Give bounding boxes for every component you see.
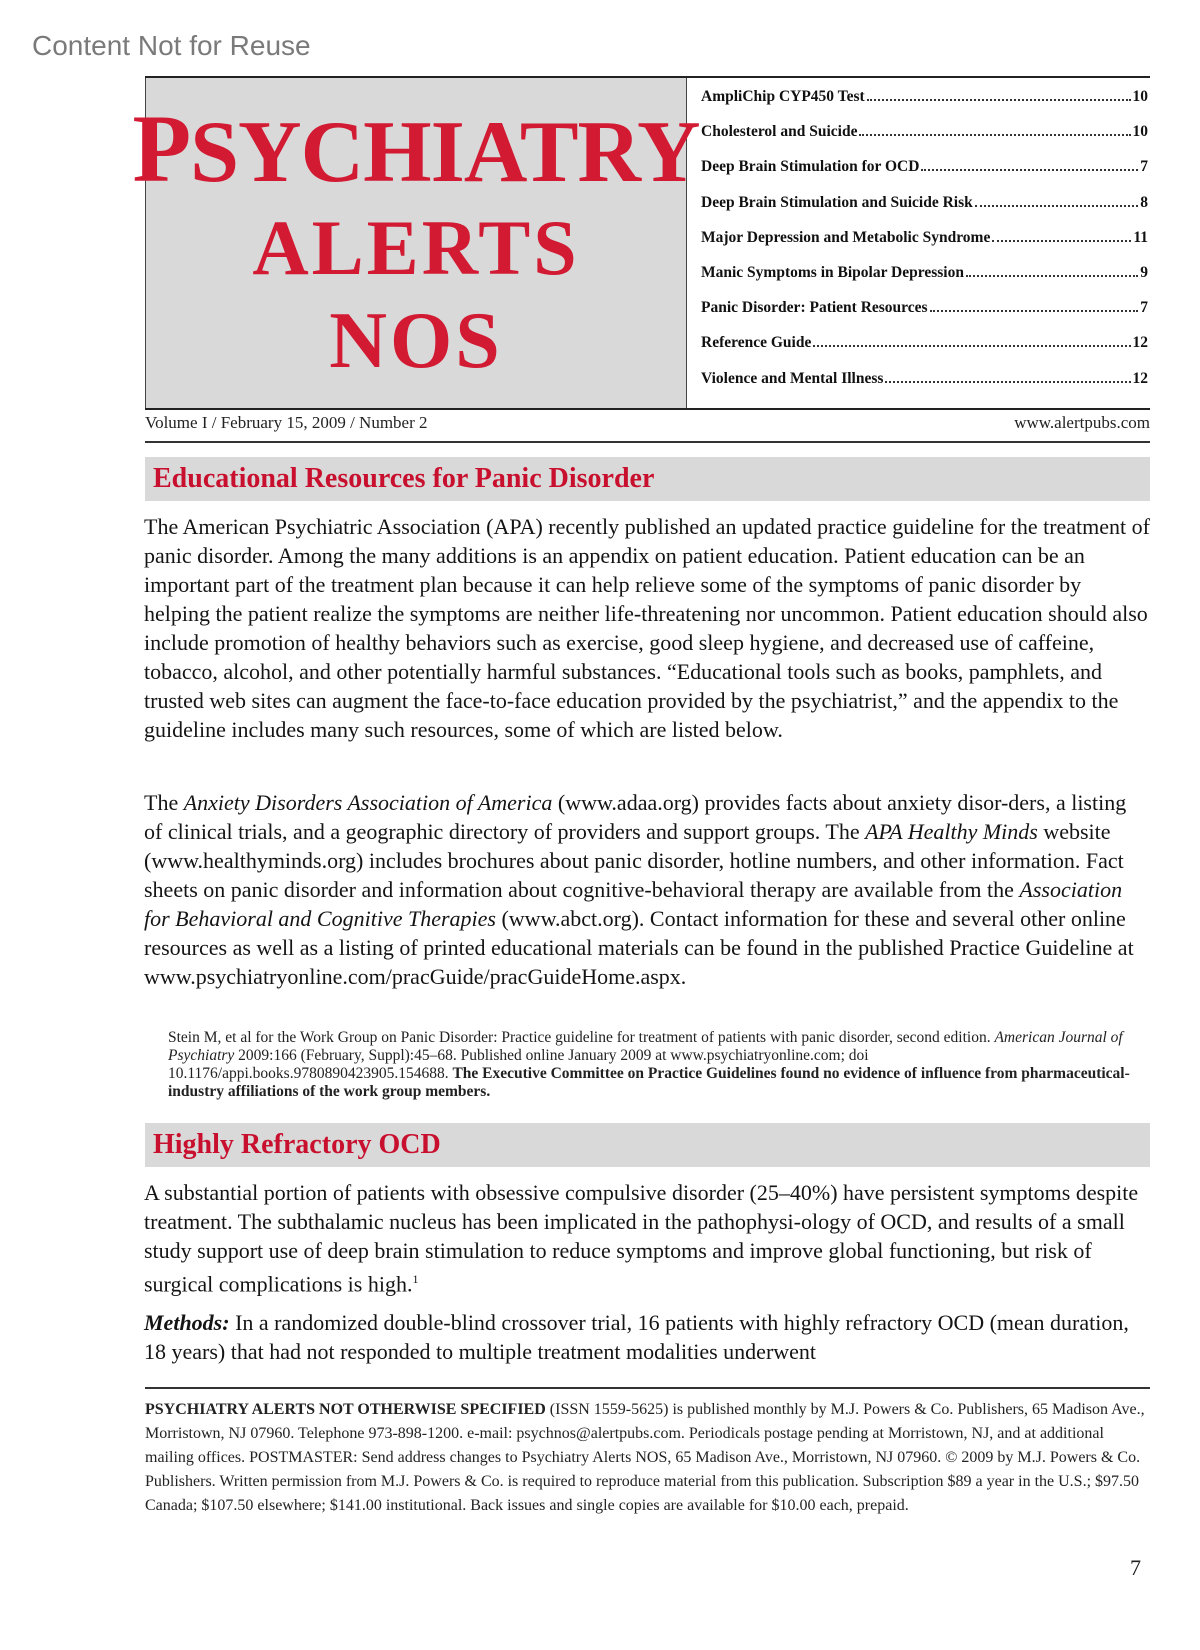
toc-leader-dots [859,134,1130,136]
toc-leader-dots [921,169,1138,171]
toc-item[interactable] [701,88,1148,123]
toc-leader-dots [992,240,1131,242]
toc-item-label: Deep Brain Stimulation for OCD [701,158,920,176]
toc-item-label: Deep Brain Stimulation and Suicide Risk [701,193,973,211]
section-header-ocd [145,1123,1150,1167]
footnote-marker: 1 [412,1272,419,1286]
toc-item[interactable] [701,229,1148,264]
table-of-contents [687,78,1150,408]
toc-item-page: 10 [1132,88,1148,105]
toc-item-page: 10 [1132,123,1148,141]
toc-item[interactable] [701,194,1148,229]
toc-item[interactable] [701,158,1148,193]
toc-leader-dots [867,99,1131,101]
toc-item-page: 7 [1140,158,1148,176]
toc-item-label: Reference Guide [701,334,812,352]
page-number: 7 [1130,1555,1141,1580]
toc-item-page: 7 [1140,299,1148,317]
footer-divider [145,1387,1150,1389]
paragraph-resources: The Anxiety Disorders Association of America (www.adaa.org) provides facts about anxiety disor-ders, a listing of clinical trials, and a geographic directory of providers and support groups. The APA Healthy Minds website (www.healthyminds.org) includes brochures about panic disorder, hotline numbers, and other information. Fact sheets on panic disorder and information about cognitive-behavioral therapy are available from the Association for Behavioral and Cognitive Therapies (www.abct.org). Contact information for these and several other online resources as well as a listing of printed educational materials can be found in the published Practice Guideline at www.psychiatryonline.com/pracGuide/pracGuideHome.aspx. [144,790,1134,989]
toc-item-page: 8 [1140,193,1148,211]
toc-item-label: Panic Disorder: Patient Resources [701,299,928,317]
logo-line-nos: NOS [329,297,503,385]
toc-item-label: Cholesterol and Suicide [701,123,858,141]
masthead [132,76,1150,410]
issue-line [145,413,1150,433]
citation-reference: Stein M, et al for the Work Group on Panic Disorder: Practice guideline for treatment of patients with panic disorder, second edition. American Journal of Psychiatry 2009:166 (February, Suppl):45–68. Published online January 2009 at www.psychiatryonline.com; doi 10.1176/appi.books.9780890423905.154688. The Executive Committee on Practice Guidelines found no evidence of influence from pharmaceutical-industry affiliations of the work group members. [168,1029,1130,1100]
toc-item-page: 11 [1133,228,1148,246]
toc-item-page: 9 [1140,263,1148,281]
publication-logo [132,78,700,408]
methods-label: Methods: [144,1310,230,1335]
toc-item[interactable] [701,370,1148,405]
toc-leader-dots [966,275,1138,277]
toc-item[interactable] [701,123,1148,158]
website-link[interactable]: www.alertpubs.com [1014,413,1150,432]
divider [145,441,1150,443]
toc-item-label: Manic Symptoms in Bipolar Depression [701,263,964,281]
paragraph-ocd-intro: A substantial portion of patients with obsessive compulsive disorder (25–40%) have persistent symptoms despite treatment. The subthalamic nucleus has been implicated in the pathophysi-ology of OCD, and results of a small study support use of deep brain stimulation to reduce symptoms and improve global functioning, but risk of surgical complications is high.$^1$ [144,1180,1139,1297]
toc-item-label: AmpliChip CYP450 Test [701,88,865,105]
volume-info: Volume I / February 15, 2009 / Number 2 [145,413,428,432]
section-header-panic [145,457,1150,501]
toc-item-page: 12 [1132,334,1148,352]
logo-line-alerts: ALERTS [252,204,580,291]
toc-leader-dots [885,381,1130,383]
toc-item-label: Major Depression and Metabolic Syndrome [701,228,991,246]
section-title: Educational Resources for Panic Disorder [153,463,655,494]
toc-item[interactable] [701,334,1148,369]
watermark-text: Content Not for Reuse [32,30,311,61]
toc-item[interactable] [701,299,1148,334]
toc-item[interactable] [701,264,1148,299]
paragraph-intro: The American Psychiatric Association (APA) recently published an updated practice guideline for the treatment of panic disorder. Among the many additions is an appendix on patient education. Patient education can be an important part of the treatment plan because it can help relieve some of the symptoms of panic disorder by helping the patient realize the symptoms are neither life-threatening nor uncommon. Patient education should also include promotion of healthy behaviors such as exercise, good sleep hygiene, and decreased use of caffeine, tobacco, alcohol, and other potentially harmful substances. “Educational tools such as books, pamphlets, and trusted web sites can augment the face-to-face education provided by the psychiatrist,” and the appendix to the guideline includes many such resources, some of which are listed below. [144,514,1150,742]
toc-item-label: Violence and Mental Illness [701,369,884,387]
toc-item-page: 12 [1132,369,1148,387]
publisher-footer: PSYCHIATRY ALERTS NOT OTHERWISE SPECIFIED (ISSN 1559-5625) is published monthly by M.J. Powers & Co. Publishers, 65 Madison Ave., Morristown, NJ 07960. Telephone 973-898-1200. e-mail: psychnos@alertpubs.com. Periodicals postage pending at Morristown, NJ, and at additional mailing offices. POSTMASTER: Send address changes to Psychiatry Alerts NOS, 65 Madison Ave., Morristown, NJ 07960. © 2009 by M.J. Powers & Co. Publishers. Written permission from M.J. Powers & Co. is required to reproduce material from this publication. Subscription $89 a year in the U.S.; $97.50 Canada; $107.50 elsewhere; $141.00 institutional. Back issues and single copies are available for $10.00 each, prepaid. [145,1401,1145,1514]
section-title: Highly Refractory OCD [153,1129,441,1160]
paragraph-methods: Methods: In a randomized double-blind crossover trial, 16 patients with highly refractory OCD (mean duration, 18 years) that had not responded to multiple treatment modalities underwent [144,1310,1129,1364]
logo-line-psychiatry: PSYCHIATRY [132,95,700,202]
toc-leader-dots [975,205,1139,207]
toc-leader-dots [813,345,1130,347]
toc-leader-dots [930,310,1139,312]
